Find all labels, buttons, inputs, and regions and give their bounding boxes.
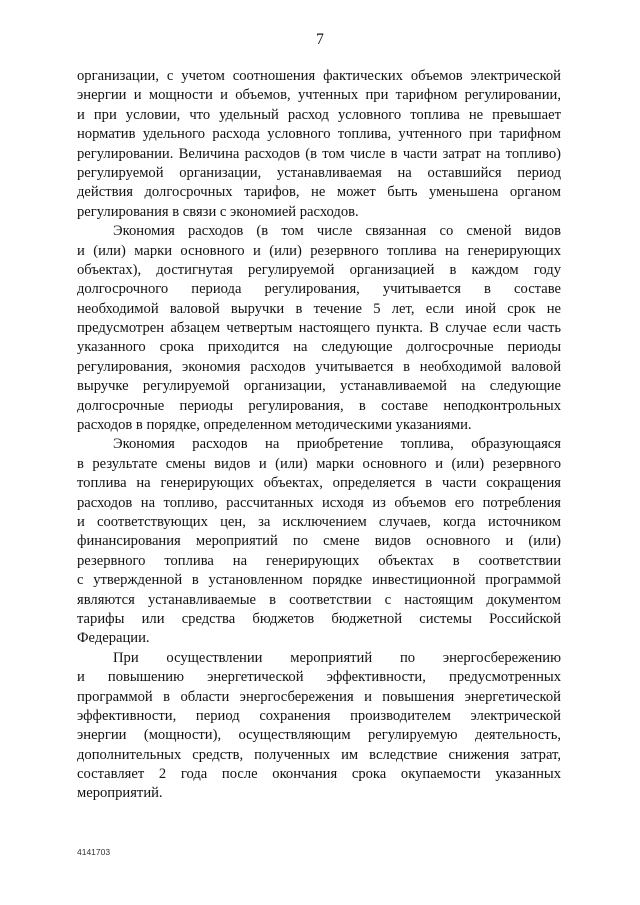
text-line: и при условии, что удельный расход условного топлива не превышает: [77, 106, 561, 123]
page-number: 7: [316, 31, 324, 48]
text-line: регулирования в связи с экономией расходов.: [77, 203, 359, 220]
text-line: объектах), достигнутая регулируемой организацией в каждом году: [77, 261, 561, 278]
text-line: программой в области энергосбережения и повышения энергетической: [77, 688, 561, 705]
text-line: организации, с учетом соотношения фактических объемов электрической: [77, 68, 561, 84]
text-line: составляет 2 года после окончания срока окупаемости указанных: [77, 766, 561, 783]
text-line: Экономия расходов (в том числе связанная со сменой видов: [113, 223, 561, 240]
paragraph: [77, 435, 561, 648]
text-line: мероприятий.: [77, 785, 163, 802]
text-line: действия долгосрочных тарифов, не может быть уменьшена органом: [77, 184, 561, 201]
paragraph: [77, 649, 561, 804]
text-line: предусмотрен абзацем четвертым настоящего пункта. В случае если часть: [77, 320, 561, 337]
text-line: норматив удельного расхода условного топлива, учтенного при тарифном: [77, 126, 561, 143]
text-line: расходов на топливо, рассчитанных исходя из объемов его потребления: [77, 494, 561, 511]
text-line: регулирования, экономия расходов учитывается в необходимой валовой: [77, 358, 561, 375]
document-body: [77, 67, 561, 804]
text-line: Экономия расходов на приобретение топлива, образующаяся: [113, 436, 561, 453]
text-line: в результате смены видов и (или) марки основного и (или) резервного: [77, 455, 561, 472]
text-line: являются устанавливаемые в соответствии с настоящим документом: [77, 591, 561, 608]
paragraph: [77, 67, 561, 222]
text-line: указанного срока приходится на следующие долгосрочные периоды: [77, 339, 561, 356]
text-line: и повышению энергетической эффективности, предусмотренных: [77, 669, 561, 686]
text-line: долгосрочного периода регулирования, учитывается в составе: [77, 281, 561, 298]
text-line: эффективности, период сохранения производителем электрической: [77, 707, 561, 724]
text-line: финансирования мероприятий по смене видов основного и (или): [77, 533, 561, 550]
text-line: резервного топлива на генерирующих объектах в соответствии: [77, 552, 561, 569]
text-line: При осуществлении мероприятий по энергосбережению: [113, 649, 561, 666]
text-line: топлива на генерирующих объектах, определяется в части сокращения: [77, 475, 561, 492]
text-line: выручке регулируемой организации, устанавливаемой на следующие: [77, 378, 561, 395]
text-line: и соответствующих цен, за исключением случаев, когда источником: [77, 513, 561, 530]
paragraph: [77, 222, 561, 435]
text-line: расходов в порядке, определенном методическими указаниями.: [77, 417, 472, 434]
text-line: энергии и мощности и объемов, учтенных при тарифном регулировании,: [77, 87, 561, 104]
text-line: регулируемой организации, устанавливаемая на оставшийся период: [77, 164, 561, 181]
text-line: долгосрочные периоды регулирования, в составе неподконтрольных: [77, 397, 561, 414]
text-line: с утвержденной в установленном порядке инвестиционной программой: [77, 572, 561, 589]
text-line: Федерации.: [77, 630, 150, 647]
text-line: дополнительных средств, полученных им вследствие снижения затрат,: [77, 746, 561, 763]
text-line: регулировании. Величина расходов (в том числе в части затрат на топливо): [77, 145, 561, 162]
text-line: необходимой валовой выручки в течение 5 лет, если иной срок не: [77, 300, 561, 317]
document-code: 4141703: [77, 847, 111, 857]
text-line: энергии (мощности), осуществляющим регулируемую деятельность,: [77, 727, 561, 744]
text-line: тарифы или средства бюджетов бюджетной системы Российской: [77, 610, 561, 627]
text-line: и (или) марки основного и (или) резервного топлива на генерирующих: [77, 242, 561, 259]
